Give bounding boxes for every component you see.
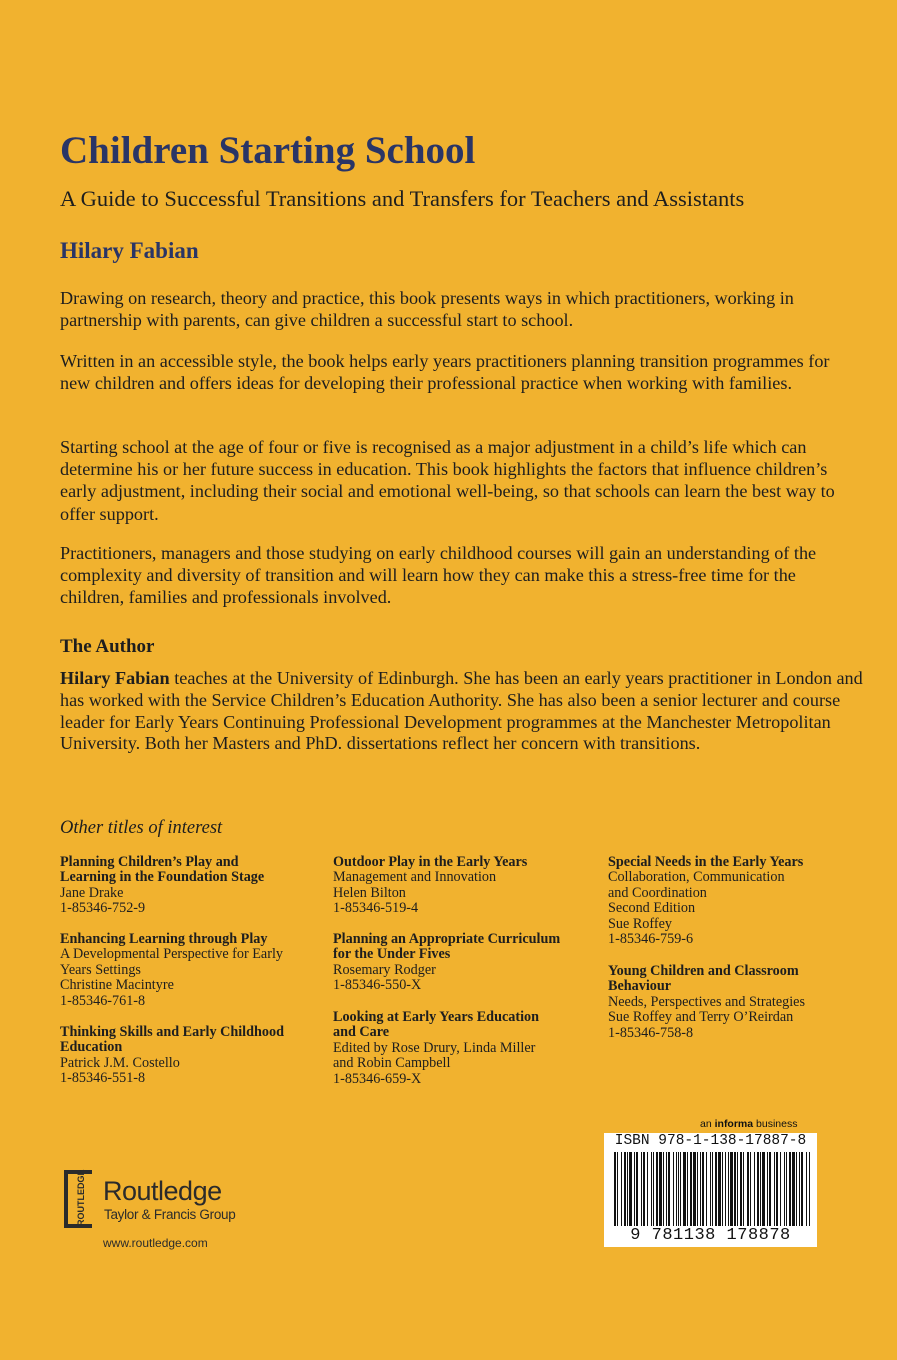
other-title-detail: Sue Roffey and Terry O’Reirdan: [608, 1009, 794, 1026]
author-name: Hilary Fabian: [60, 238, 199, 263]
other-title-name: Planning an Appropriate Curriculum: [333, 931, 561, 947]
informa-prefix: an: [700, 1118, 712, 1130]
other-title-name: Looking at Early Years Education: [333, 1009, 540, 1025]
other-title-name: Special Needs in the Early Years: [608, 854, 804, 870]
book-subtitle: A Guide to Successful Transitions and Transfers for Teachers and Assistants: [60, 186, 745, 211]
blurb-paragraph: Written in an accessible style, the book helps early years practitioners planning transition programmes for new children and offers ideas for developing their professional practice when working with families.: [60, 351, 830, 394]
about-author-heading: The Author: [60, 636, 155, 657]
publisher-name: Routledge: [103, 1176, 222, 1206]
other-title-detail: 1-85346-761-8: [60, 992, 146, 1009]
other-title-detail: and Robin Campbell: [333, 1055, 451, 1072]
other-title-name: Education: [60, 1039, 123, 1056]
informa-tagline: [700, 1118, 798, 1130]
publisher-website: www.routledge.com: [103, 1236, 208, 1250]
other-title-detail: 1-85346-759-6: [608, 931, 694, 948]
other-title-name: Planning Children’s Play and: [60, 854, 239, 870]
other-title-entry: [333, 855, 598, 917]
logo-vertical-text: ROUTLEDGE: [76, 1169, 86, 1226]
other-title-detail: 1-85346-550-X: [333, 977, 422, 994]
about-author-body: teaches at the University of Edinburgh. She has been an early years practitioner in London and has worked with the Service Children’s Education Authority. She has also been a senior lecturer and course leader for Early Years Continuing Professional Development programmes at the Manchester Metropolitan University. Both her Masters and PhD. dissertations reflect her concern with transitions.: [60, 668, 863, 754]
other-title-name: for the Under Fives: [333, 946, 451, 963]
other-titles-heading: Other titles of interest: [60, 818, 223, 838]
other-title-entry: [60, 855, 325, 917]
other-title-entry: [60, 1025, 325, 1087]
other-title-detail: Edited by Rose Drury, Linda Miller: [333, 1039, 536, 1056]
other-title-detail: and Coordination: [608, 884, 707, 901]
other-title-detail: 1-85346-659-X: [333, 1070, 422, 1087]
other-title-name: Learning in the Foundation Stage: [60, 869, 265, 886]
other-title-detail: Rosemary Rodger: [333, 961, 436, 978]
routledge-logo-icon: [58, 1168, 98, 1230]
other-title-detail: Second Edition: [608, 900, 696, 917]
other-title-entry: [608, 964, 873, 1041]
other-title-detail: 1-85346-752-9: [60, 900, 146, 917]
other-title-detail: Needs, Perspectives and Strategies: [608, 993, 805, 1010]
other-title-entry: [333, 932, 598, 994]
other-title-name: Enhancing Learning through Play: [60, 931, 268, 947]
about-author-text: [60, 668, 880, 755]
ean-number: 9 781138 178878: [630, 1226, 791, 1245]
other-title-detail: Christine Macintyre: [60, 977, 174, 994]
other-title-entry: [333, 1010, 598, 1087]
other-title-name: Outdoor Play in the Early Years: [333, 854, 528, 870]
other-title-name: Behaviour: [608, 978, 672, 995]
other-title-detail: Patrick J.M. Costello: [60, 1054, 180, 1071]
blurb-paragraph: Drawing on research, theory and practice, this book presents ways in which practitioners, working in partnership with parents, can give children a successful start to school.: [60, 288, 794, 331]
other-title-detail: 1-85346-758-8: [608, 1024, 694, 1041]
other-title-detail: Sue Roffey: [608, 915, 672, 932]
other-title-detail: Management and Innovation: [333, 869, 497, 886]
other-title-name: and Care: [333, 1024, 390, 1041]
informa-brand: informa: [714, 1118, 754, 1130]
book-title: Children Starting School: [60, 129, 476, 172]
informa-suffix: business: [756, 1118, 798, 1130]
barcode-icon: [614, 1152, 810, 1226]
other-title-detail: Jane Drake: [60, 884, 124, 901]
isbn-label: ISBN 978-1-138-17887-8: [614, 1133, 807, 1149]
other-title-detail: Helen Bilton: [333, 884, 406, 901]
other-title-detail: 1-85346-551-8: [60, 1070, 146, 1087]
other-title-name: Thinking Skills and Early Childhood: [60, 1024, 284, 1040]
other-title-entry: [60, 932, 325, 1009]
publisher-group: Taylor & Francis Group: [104, 1207, 236, 1222]
other-title-entry: [608, 855, 873, 947]
other-title-detail: Years Settings: [60, 961, 141, 978]
other-title-detail: Collaboration, Communication: [608, 869, 785, 886]
other-title-name: Young Children and Classroom: [608, 963, 799, 979]
blurb-paragraph: Starting school at the age of four or five is recognised as a major adjustment in a child’s life which can determine his or her future success in education. This book highlights the factors that influence children’s early adjustment, including their social and emotional well-being, so that schools can learn the best way to offer support.: [60, 437, 835, 524]
about-author-name: Hilary Fabian: [60, 668, 170, 688]
other-title-detail: 1-85346-519-4: [333, 900, 419, 917]
blurb-paragraph: Practitioners, managers and those studying on early childhood courses will gain an understanding of the complexity and diversity of transition and will learn how they can make this a stress-free time for the children, families and professionals involved.: [60, 543, 817, 608]
other-title-detail: A Developmental Perspective for Early: [60, 946, 283, 963]
